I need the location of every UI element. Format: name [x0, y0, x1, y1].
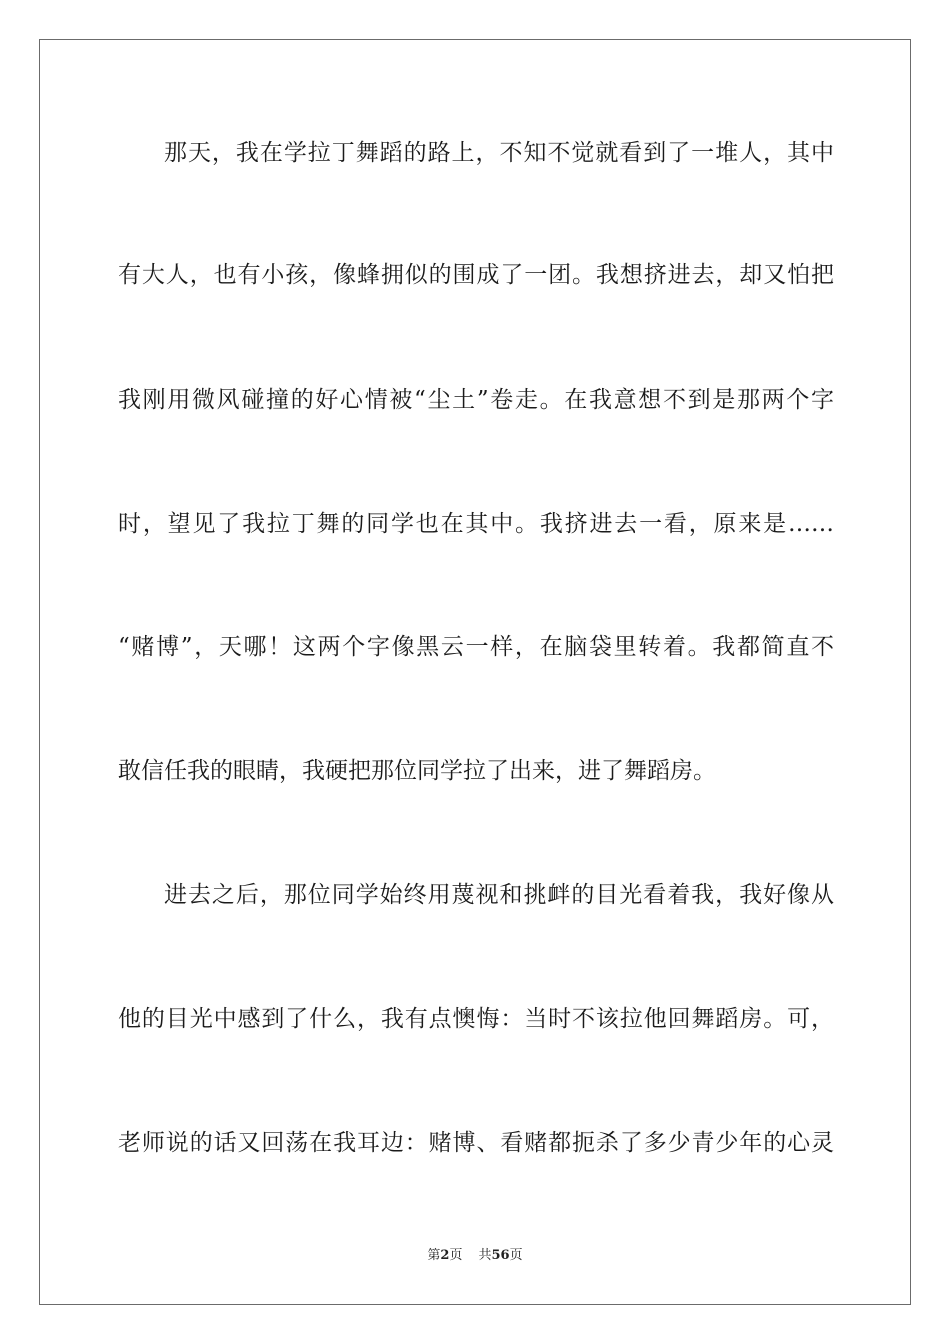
page-suffix: 页	[449, 1248, 463, 1263]
paragraph-1-line-6: 敢信任我的眼睛，我硬把那位同学拉了出来，进了舞蹈房。	[118, 758, 716, 784]
paragraph-2-line-1: 进去之后，那位同学始终用蔑视和挑衅的目光看着我，我好像从	[164, 882, 834, 908]
paragraph-1-line-4: 时，望见了我拉丁舞的同学也在其中。我挤进去一看，原来是……	[118, 511, 834, 537]
paragraph-1-line-5: “赌博”，天哪！这两个字像黑云一样，在脑袋里转着。我都简直不	[118, 634, 834, 660]
total-pages: 56	[491, 1248, 510, 1263]
page-number: 2	[440, 1248, 450, 1263]
paragraph-1-line-1: 那天，我在学拉丁舞蹈的路上，不知不觉就看到了一堆人，其中	[164, 140, 834, 166]
page-prefix: 第	[427, 1248, 441, 1263]
paragraph-1-line-3: 我刚用微风碰撞的好心情被“尘土”卷走。在我意想不到是那两个字	[118, 387, 834, 413]
page-footer	[0, 1248, 950, 1264]
paragraph-2-line-2: 他的目光中感到了什么，我有点懊悔：当时不该拉他回舞蹈房。可，	[118, 1006, 834, 1032]
paragraph-1-line-2: 有大人，也有小孩，像蜂拥似的围成了一团。我想挤进去，却又怕把	[118, 262, 834, 288]
paragraph-2-line-3: 老师说的话又回荡在我耳边：赌博、看赌都扼杀了多少青少年的心灵	[118, 1130, 834, 1156]
total-prefix: 共	[478, 1248, 492, 1263]
page-border	[39, 39, 911, 1305]
total-suffix: 页	[509, 1248, 523, 1263]
